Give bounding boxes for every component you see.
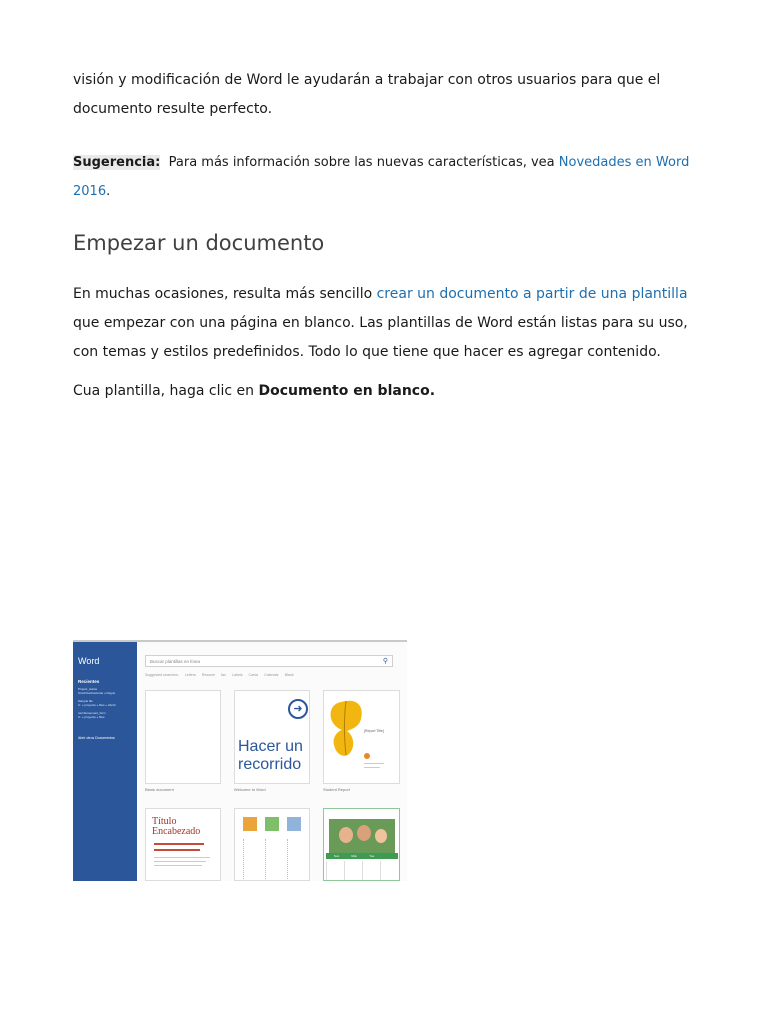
instruction-text: Cua plantilla, haga clic en [73,383,255,399]
student-report-caption: Student Report [323,787,350,792]
word-start-screen [73,640,407,881]
instruction-paragraph [73,377,713,406]
text-column [265,839,280,879]
children-photo [329,819,395,853]
blank-document-tile[interactable] [145,690,221,784]
suggested-resume[interactable]: Resume [201,673,216,677]
arrow-right-icon: ➜ [288,699,308,719]
body-paragraph [73,280,713,367]
template-link[interactable]: crear un documento a partir de una plantilla [376,286,688,302]
suggested-labels[interactable]: Labels [231,673,243,677]
suggested-label: Suggested searches: [145,673,179,677]
recent-label: Recientes [78,679,100,684]
body-text-start: En muchas ocasiones, resulta más sencillo [73,286,373,302]
title-heading-text: Título Encabezado [152,816,201,837]
blue-thumbnail [287,817,301,831]
word-app-name: Word [78,656,100,666]
tour-text: Hacer un recorrido [238,738,303,773]
suggested-blank[interactable]: Blank [284,673,294,677]
body-text-end: que empezar con una página en blanco. Las plantillas de Word están listas para su uso, con temas y estilos predefinidos. Todo lo que tiene que hacer es agregar contenido. [73,315,688,360]
red-rule [154,843,204,845]
report-line [364,767,380,768]
report-title-text: [Report Title] [364,729,384,733]
search-placeholder: Buscar plantillas en línea [150,659,201,664]
orange-thumbnail [243,817,257,831]
suggested-fax[interactable]: fax [221,673,226,677]
recent-item[interactable]: Project_status OneDrive\Facturas » Dsgne [78,687,116,695]
tip-text: Para más información sobre las nuevas características, vea [168,155,555,170]
tip-label: Sugerencia: [73,155,161,170]
welcome-caption: Welcome to Word [234,787,266,792]
intro-line-2: documento resulte perfecto. [73,101,273,117]
face-shape [339,827,353,843]
tip-paragraph [73,148,713,206]
report-line [364,763,384,764]
title-heading-tile[interactable] [145,808,221,881]
face-shape [375,829,387,843]
calendar-weekday-band: Sun Mon Tue [326,853,398,859]
intro-paragraph [73,66,713,124]
red-rule [154,849,200,851]
recent-item[interactable]: reimbursement_form C: » proyecto » files [78,711,106,719]
template-search-input[interactable] [145,655,393,667]
tip-period: . [106,184,111,199]
photo-calendar-tile[interactable] [323,808,400,881]
flyer-template-tile[interactable] [234,808,310,881]
suggested-cards[interactable]: Cards [248,673,259,677]
suggested-searches [145,673,299,677]
student-report-tile[interactable] [323,690,400,784]
text-line [154,861,206,862]
whats-new-link[interactable]: Novedades en Word 2016 [73,155,690,199]
blank-document-caption: Blank document [145,787,174,792]
green-thumbnail [265,817,279,831]
welcome-tour-tile[interactable] [234,690,310,784]
search-icon[interactable]: ⚲ [382,658,388,665]
intro-line-1: visión y modificación de Word le ayudarán a trabajar con otros usuarios para que el [73,72,661,88]
suggested-letters[interactable]: Letters [184,673,196,677]
face-shape [357,825,371,841]
report-dot [364,753,370,759]
blank-document-label: Documento en blanco. [258,383,436,399]
section-heading: Empezar un documento [73,231,325,255]
text-line [154,857,210,858]
butterfly-image [328,697,364,759]
recent-item[interactable]: Sample file C: » proyecto » files » 2Act2 [78,699,116,707]
suggested-calendar[interactable]: Calendar [264,673,279,677]
text-column [243,839,258,879]
text-column [287,839,302,879]
word-sidebar [73,642,137,881]
calendar-grid [326,861,398,881]
text-line [154,865,202,866]
open-other-documents-link[interactable]: Abrir otros Documentos [78,736,115,740]
